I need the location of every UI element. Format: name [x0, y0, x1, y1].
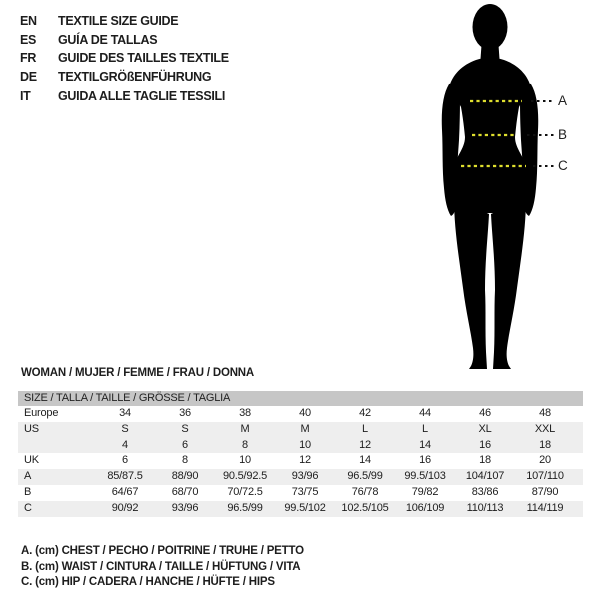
table-cell: 79/82: [411, 485, 439, 498]
table-cell: 10: [239, 454, 251, 467]
size-table: [18, 391, 583, 517]
legend-waist: B. (cm) WAIST / CINTURA / TAILLE / HÜFTUNG / VITA: [21, 560, 301, 573]
table-cell: 106/109: [405, 501, 445, 514]
table-cell: 76/78: [351, 485, 379, 498]
table-row-europe: [18, 406, 583, 422]
language-label: TEXTILGRÖßENFÜHRUNG: [58, 70, 212, 85]
table-cell: 8: [242, 438, 248, 451]
table-cell: 18: [479, 454, 491, 467]
language-code: IT: [20, 88, 31, 103]
table-cell: 96.5/99: [227, 501, 263, 514]
row-label: Europe: [24, 407, 59, 419]
language-row-es: [20, 31, 229, 50]
row-label: B: [24, 485, 32, 498]
table-cell: 44: [419, 407, 431, 419]
table-cell: 110/113: [466, 501, 504, 514]
language-code: FR: [20, 51, 37, 66]
table-header: SIZE / TALLA / TAILLE / GRÖSSE / TAGLIA: [18, 391, 583, 406]
language-label: TEXTILE SIZE GUIDE: [58, 14, 179, 29]
table-cell: 85/87.5: [107, 470, 143, 483]
table-row-chest: [18, 469, 583, 485]
marker-label-a: A: [558, 93, 568, 108]
table-row-hip: [18, 501, 583, 517]
table-cell: 99.5/102: [284, 501, 326, 514]
table-row-uk: [18, 453, 583, 469]
table-cell: 4: [122, 438, 128, 451]
table-cell: 87/90: [531, 485, 559, 498]
table-cell: 93/96: [291, 470, 319, 483]
table-cell: 114/119: [526, 501, 564, 514]
measurement-legend: [21, 544, 304, 591]
language-row-de: [20, 68, 229, 87]
table-cell: L: [362, 422, 368, 435]
language-row-it: [20, 86, 229, 105]
language-row-fr: [20, 49, 229, 68]
table-cell: 40: [299, 407, 311, 419]
table-cell: 48: [539, 407, 551, 419]
table-cell: 42: [359, 407, 371, 419]
row-label: C: [24, 501, 32, 514]
table-cell: 46: [479, 407, 491, 419]
row-label: UK: [24, 454, 39, 467]
language-code: DE: [20, 70, 37, 85]
table-cell: 64/67: [111, 485, 139, 498]
table-row-us-numeric: [18, 438, 583, 454]
table-cell: 102.5/105: [341, 501, 389, 514]
table-cell: 68/70: [171, 485, 199, 498]
table-cell: M: [240, 422, 250, 435]
language-code: EN: [20, 14, 37, 29]
table-cell: 99.5/103: [404, 470, 446, 483]
table-cell: 16: [479, 438, 491, 451]
table-cell: S: [121, 422, 129, 435]
language-label: GUÍA DE TALLAS: [58, 32, 158, 47]
table-cell: 10: [299, 438, 311, 451]
row-label: [18, 438, 95, 454]
table-cell: 14: [359, 454, 371, 467]
table-cell: 36: [179, 407, 191, 419]
table-cell: 88/90: [171, 470, 199, 483]
woman-silhouette: [425, 0, 595, 372]
table-cell: S: [181, 422, 189, 435]
table-cell: 6: [122, 454, 128, 467]
table-cell: 38: [239, 407, 251, 419]
table-cell: 20: [539, 454, 551, 467]
table-row-us: [18, 422, 583, 438]
language-label: GUIDE DES TAILLES TEXTILE: [58, 51, 229, 66]
table-cell: 90.5/92.5: [222, 470, 268, 483]
table-cell: 8: [182, 454, 188, 467]
table-cell: XL: [478, 422, 492, 435]
table-cell: 96.5/99: [347, 470, 383, 483]
table-cell: 14: [419, 438, 431, 451]
table-cell: 34: [119, 407, 131, 419]
legend-hip: C. (cm) HIP / CADERA / HANCHE / HÜFTE / HIPS: [21, 576, 275, 589]
language-list: [20, 12, 229, 105]
table-cell: 12: [359, 438, 371, 451]
table-cell: 83/86: [471, 485, 499, 498]
table-cell: 6: [182, 438, 188, 451]
section-title: WOMAN / MUJER / FEMME / FRAU / DONNA: [21, 367, 255, 379]
table-row-waist: [18, 485, 583, 501]
language-label: GUIDA ALLE TAGLIE TESSILI: [58, 88, 226, 103]
table-cell: 90/92: [111, 501, 139, 514]
legend-chest: A. (cm) CHEST / PECHO / POITRINE / TRUHE / PETTO: [21, 545, 304, 557]
table-cell: 70/72.5: [227, 485, 263, 498]
table-cell: L: [422, 422, 428, 435]
row-label: A: [24, 470, 32, 483]
table-cell: 73/75: [291, 485, 319, 498]
table-cell: 16: [419, 454, 431, 467]
table-cell: 18: [539, 438, 551, 451]
table-cell: 104/107: [465, 470, 505, 483]
table-cell: 12: [299, 454, 311, 467]
language-row-en: [20, 12, 229, 31]
table-cell: 93/96: [171, 501, 199, 514]
marker-label-b: B: [558, 127, 568, 142]
table-cell: XXL: [534, 422, 556, 435]
marker-label-c: C: [558, 158, 568, 173]
table-cell: M: [300, 422, 310, 435]
language-code: ES: [20, 32, 37, 47]
row-label: US: [24, 422, 39, 435]
table-cell: 107/110: [526, 470, 564, 483]
